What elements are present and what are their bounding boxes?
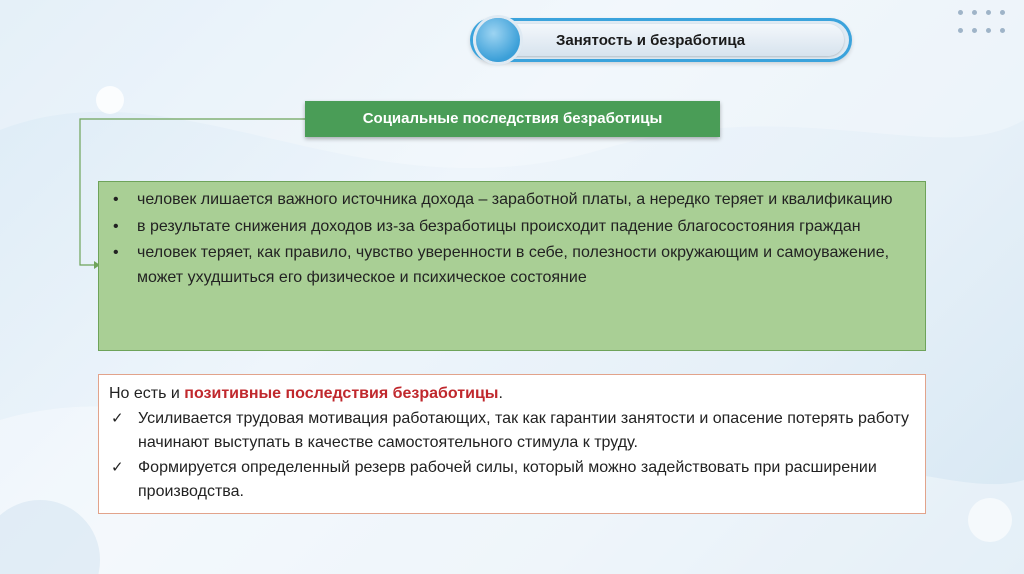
- positive-highlight: позитивные последствия безработицы: [184, 385, 499, 402]
- positive-intro: Но есть и позитивные последствия безработицы.: [109, 385, 503, 402]
- bullet-icon: •: [113, 244, 119, 261]
- list-item: • человек теряет, как правило, чувство уверенности в себе, полезности окружающим и самоуважение, может ухудшиться его физическое и психическое состояние: [113, 241, 911, 290]
- bullet-icon: •: [113, 217, 119, 235]
- checkmark-icon: ✓: [111, 458, 124, 476]
- page-title: Занятость и безработица: [556, 32, 746, 49]
- negative-consequences-box: [98, 181, 926, 351]
- section-subtitle: Социальные последствия безработицы: [305, 101, 720, 137]
- decorative-dots: [958, 6, 1018, 36]
- list-item: • человек лишается важного источника дохода – заработной платы, а нередко теряет и квалификацию: [113, 188, 911, 213]
- list-item: ✓ Формируется определенный резерв рабочей силы, который можно задействовать при расширении производства.: [109, 456, 915, 505]
- positive-consequences-box: [98, 374, 926, 514]
- header-title-pill: [480, 24, 844, 56]
- header-title-bar: [470, 18, 852, 62]
- header-circle-icon: [476, 18, 520, 62]
- bullet-icon: •: [113, 191, 119, 208]
- list-item: • в результате снижения доходов из-за безработицы происходит падение благосостояния граждан: [113, 215, 911, 240]
- checkmark-icon: ✓: [111, 409, 124, 427]
- list-item: ✓ Усиливается трудовая мотивация работающих, так как гарантии занятости и опасение потерять работу начинают выступать в качестве самостоятельного стимула к труду.: [109, 407, 915, 456]
